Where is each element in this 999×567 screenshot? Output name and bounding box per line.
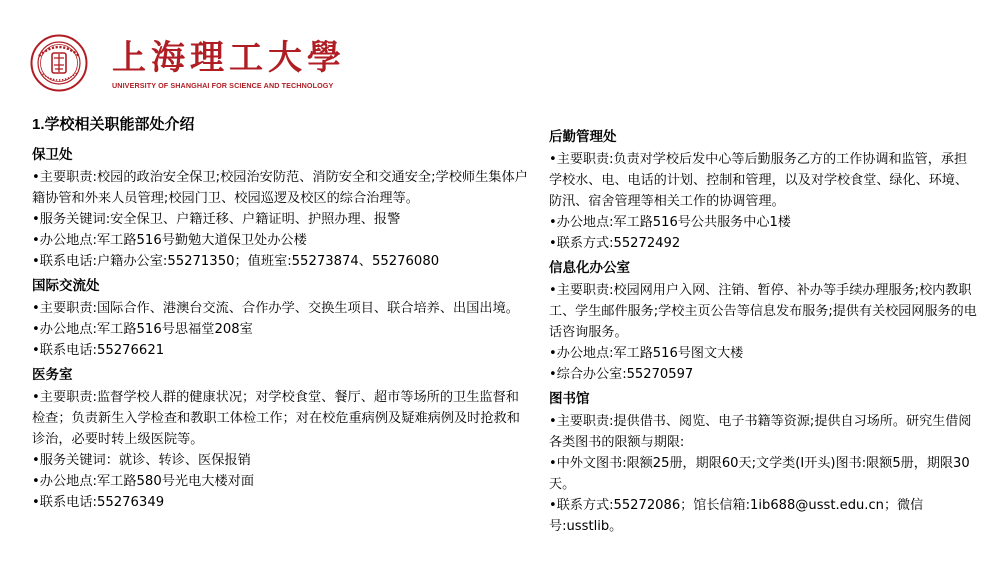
university-logo-chinese: 上海理工大學 [112, 38, 346, 78]
university-seal-icon [30, 34, 88, 92]
dept-item: •联系方式:55272086；馆长信箱:1ib688@usst.edu.cn；微信号:usstlib。 [549, 498, 924, 534]
dept-item: •联系电话:55276621 [32, 343, 165, 358]
dept-intl [32, 277, 532, 361]
dept-item: •办公地点:军工路516号思福堂208室 [32, 322, 253, 337]
dept-it [549, 259, 979, 385]
page-title: 1.学校相关职能部处介绍 [32, 116, 195, 133]
left-column [32, 114, 532, 518]
dept-item: •主要职责:国际合作、港澳台交流、合作办学、交换生项目、联合培养、出国出境。 [32, 301, 519, 316]
dept-item: •主要职责:校园网用户入网、注销、暂停、补办等手续办理服务;校内教职工、学生邮件服务;学校主页公告等信息发布服务;提供有关校园网服务的电话咨询服务。 [549, 283, 977, 340]
dept-logistics [549, 128, 979, 254]
dept-item: •办公地点:军工路516号公共服务中心1楼 [549, 215, 791, 230]
dept-title: 后勤管理处 [549, 129, 617, 145]
header-logo [30, 34, 350, 96]
dept-item: •联系电话:户籍办公室:55271350；值班室:55273874、55276080 [32, 254, 440, 269]
dept-item: •办公地点:军工路580号光电大楼对面 [32, 474, 255, 489]
dept-item: •主要职责:负责对学校后发中心等后勤服务乙方的工作协调和监管，承担学校水、电、电话的计划、控制和管理，以及对学校食堂、绿化、环境、防汛、宿舍管理等相关工作的协调管理。 [549, 152, 968, 209]
dept-item: •办公地点:军工路516号图文大楼 [549, 346, 744, 361]
dept-item: •联系方式:55272492 [549, 236, 681, 251]
dept-item: •服务关键词:安全保卫、户籍迁移、户籍证明、护照办理、报警 [32, 212, 401, 227]
dept-clinic [32, 366, 532, 513]
university-logo-english: UNIVERSITY OF SHANGHAI FOR SCIENCE AND TECHNOLOGY [112, 81, 334, 90]
dept-item: •综合办公室:55270597 [549, 367, 694, 382]
dept-item: •主要职责:监督学校人群的健康状况；对学校食堂、餐厅、超市等场所的卫生监督和检查；负责新生入学检查和教职工体检工作；对在校危重病例及疑难病例及时抢救和诊治，必要时转上级医院等。 [32, 390, 520, 447]
dept-item: •服务关键词：就诊、转诊、医保报销 [32, 453, 251, 468]
dept-title: 保卫处 [32, 147, 73, 163]
dept-item: •中外文图书:限额25册，期限60天;文学类(I开头)图书:限额5册，期限30天。 [549, 456, 970, 492]
dept-item: •主要职责:校园的政治安全保卫;校园治安防范、消防安全和交通安全;学校师生集体户籍协管和外来人员管理;校园门卫、校园巡逻及校区的综合治理等。 [32, 170, 528, 206]
dept-title: 医务室 [32, 367, 73, 383]
dept-security [32, 146, 532, 272]
dept-title: 信息化办公室 [549, 260, 630, 276]
dept-item: •主要职责:提供借书、阅览、电子书籍等资源;提供自习场所。研究生借阅各类图书的限额与期限: [549, 414, 972, 450]
dept-title: 图书馆 [549, 391, 590, 407]
dept-item: •办公地点:军工路516号勤勉大道保卫处办公楼 [32, 233, 307, 248]
dept-item: •联系电话:55276349 [32, 495, 165, 510]
dept-library [549, 390, 979, 537]
dept-title: 国际交流处 [32, 278, 100, 294]
right-column [549, 128, 979, 542]
